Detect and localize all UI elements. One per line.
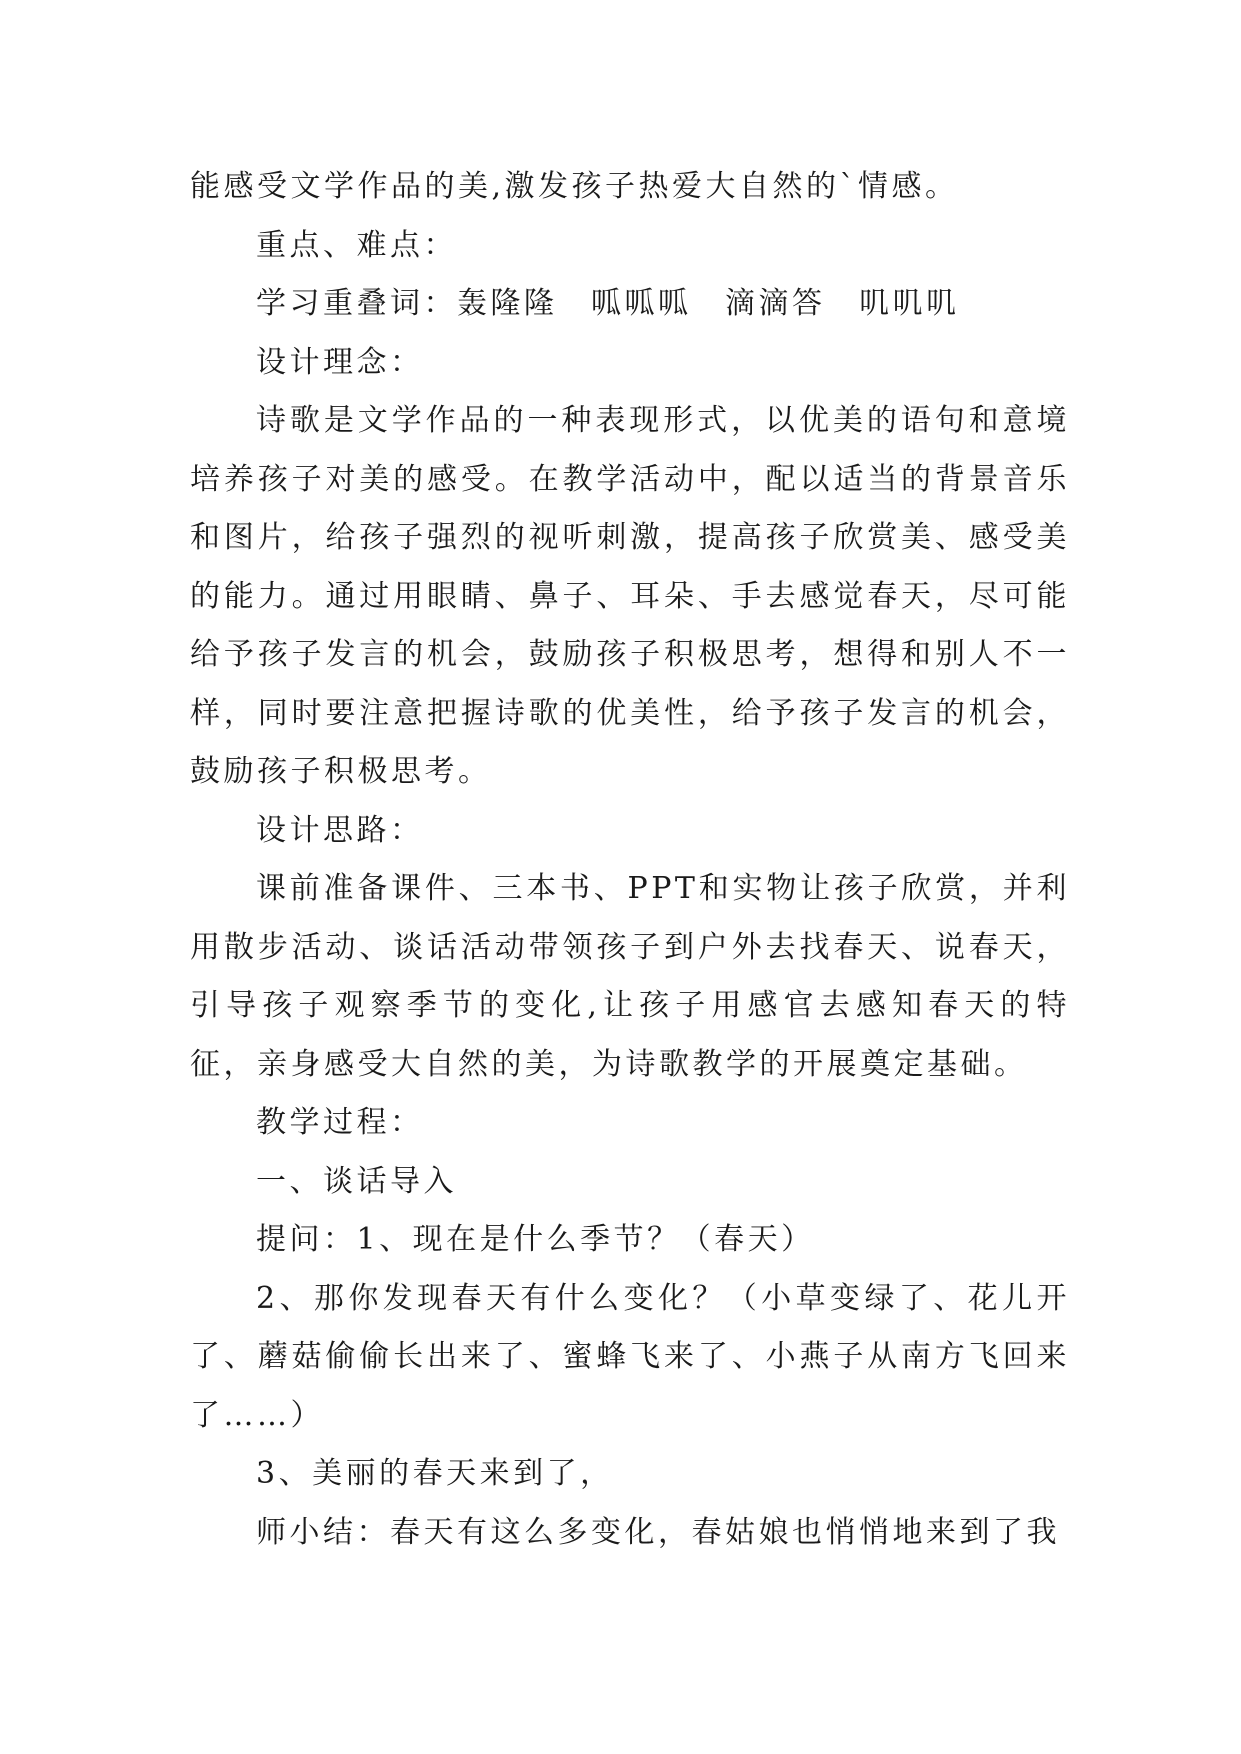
heading-design-approach: 设计思路： bbox=[256, 812, 424, 848]
paragraph-teacher-summary: 师小结：春天有这么多变化，春姑娘也悄悄地来到了我 bbox=[256, 1514, 1060, 1550]
paragraph-design-approach: 课前准备课件、三本书、PPT和实物让孩子欣赏，并利用散步活动、谈话活动带领孩子到户外去找春天、说春天，引导孩子观察季节的变化,让孩子用感官去感知春天的特征，亲身感受大自然的美，为诗歌教学的开展奠定基础。 bbox=[190, 871, 1070, 1082]
paragraph-question-1: 提问：1、现在是什么季节？（春天） bbox=[256, 1222, 815, 1257]
paragraph-intro-continuation: 能感受文学作品的美,激发孩子热爱大自然的`情感。 bbox=[190, 169, 959, 204]
heading-conversation-intro: 一、谈话导入 bbox=[256, 1163, 457, 1199]
document-body bbox=[190, 158, 1070, 1562]
paragraph-question-3: 3、美丽的春天来到了， bbox=[256, 1456, 614, 1491]
paragraph-design-concept: 诗歌是文学作品的一种表现形式，以优美的语句和意境培养孩子对美的感受。在教学活动中，配以适当的背景音乐和图片，给孩子强烈的视听刺激，提高孩子欣赏美、感受美的能力。通过用眼睛、鼻子、耳朵、手去感觉春天，尽可能给予孩子发言的机会，鼓励孩子积极思考，想得和别人不一样，同时要注意把握诗歌的优美性，给予孩子发言的机会，鼓励孩子积极思考。 bbox=[190, 403, 1070, 789]
heading-design-concept: 设计理念： bbox=[256, 344, 424, 380]
paragraph-reduplicated-words: 学习重叠词：轰隆隆 呱呱呱 滴滴答 叽叽叽 bbox=[256, 286, 960, 321]
paragraph-question-2: 2、那你发现春天有什么变化？（小草变绿了、花儿开了、蘑菇偷偷长出来了、蜜蜂飞来了、小燕子从南方飞回来了……） bbox=[190, 1280, 1070, 1433]
heading-teaching-process: 教学过程： bbox=[256, 1105, 424, 1140]
heading-key-points: 重点、难点： bbox=[256, 227, 457, 263]
